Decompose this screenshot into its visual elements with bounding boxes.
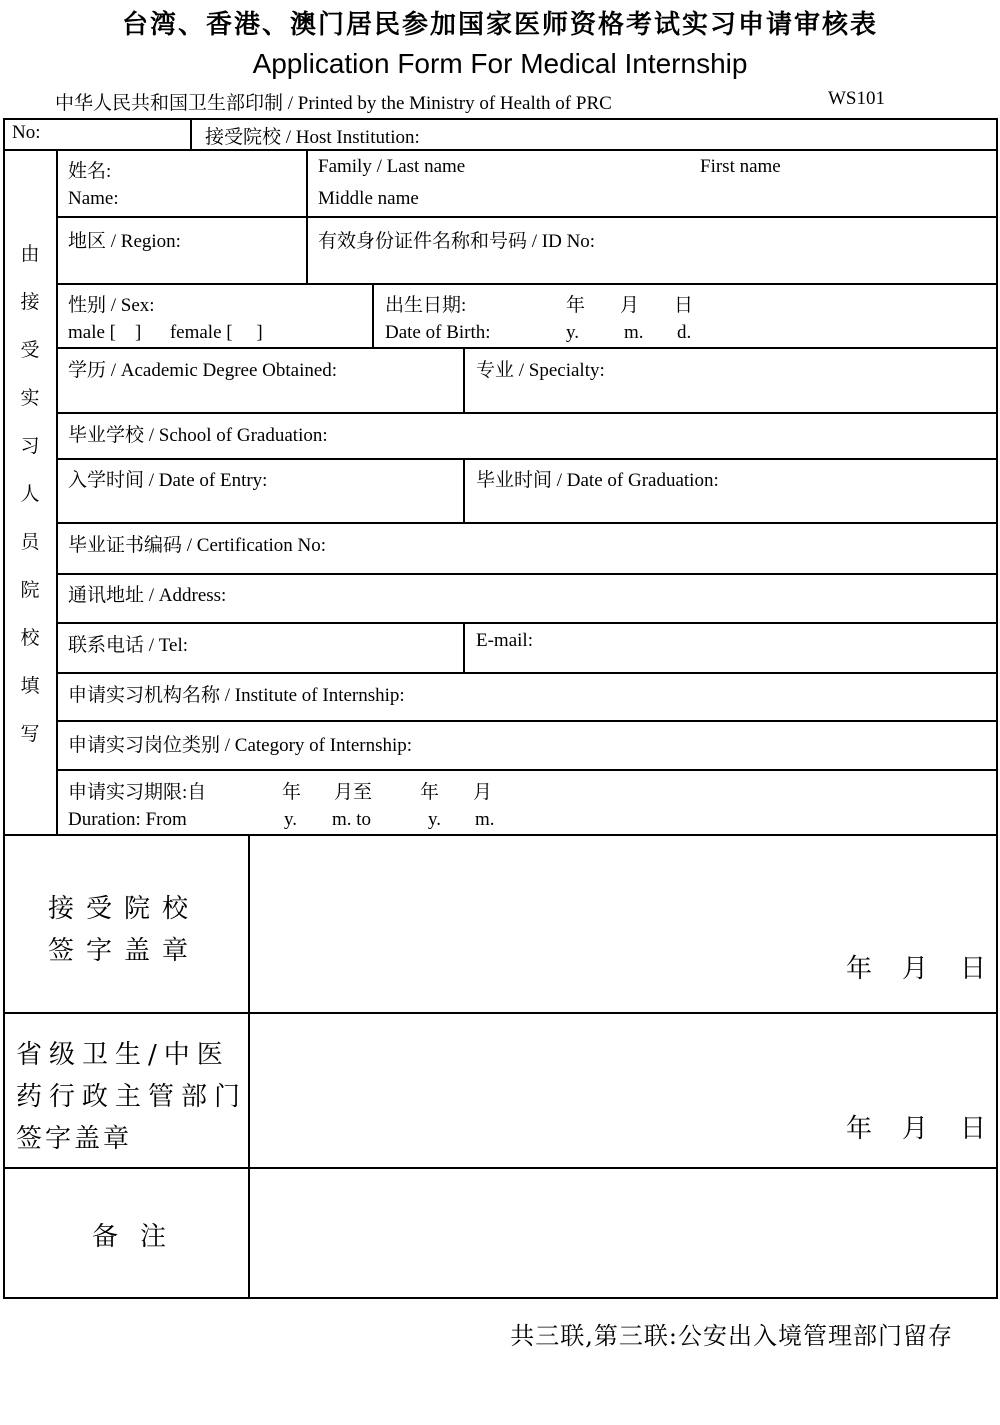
degree-label: 学历 / Academic Degree Obtained: xyxy=(68,360,338,381)
name-cn-label: 姓名: xyxy=(68,161,112,182)
duration-en-y2: y. xyxy=(428,809,442,830)
first-name-label: First name xyxy=(700,156,781,177)
host-institution-label: 接受院校 / Host Institution: xyxy=(205,127,420,148)
printed-by: 中华人民共和国卫生部印制 / Printed by the Ministry of Health of PRC xyxy=(55,93,612,114)
host-date-year: 年 xyxy=(846,954,873,984)
prov-date-month: 月 xyxy=(902,1114,929,1144)
prov-date-year: 年 xyxy=(846,1114,873,1144)
host-date-month: 月 xyxy=(902,954,929,984)
middle-name-label: Middle name xyxy=(318,188,419,209)
family-name-label: Family / Last name xyxy=(318,156,466,177)
prov-sign-line2: 药行政主管部门 xyxy=(16,1082,248,1112)
dob-en-y: y. xyxy=(566,322,580,343)
dob-cn-day: 日 xyxy=(674,295,694,316)
dob-cn-label: 出生日期: xyxy=(385,295,467,316)
no-label: No: xyxy=(12,122,41,143)
category-label: 申请实习岗位类别 / Category of Internship: xyxy=(68,735,413,756)
email-label: E-mail: xyxy=(476,630,533,651)
duration-en-m1: m. to xyxy=(332,809,372,830)
host-sign-line1: 接受院校 xyxy=(48,894,201,924)
prov-sign-line1: 省级卫生/中医 xyxy=(16,1040,230,1070)
dob-en-m: m. xyxy=(624,322,644,343)
host-sign-line2: 签字盖章 xyxy=(48,936,201,966)
dob-cn-month: 月 xyxy=(620,295,640,316)
form-title-en: Application Form For Medical Internship xyxy=(252,48,748,79)
duration-cn-y2: 年 xyxy=(420,782,440,803)
address-label: 通讯地址 / Address: xyxy=(68,585,227,606)
region-label: 地区 / Region: xyxy=(68,231,181,252)
tel-label: 联系电话 / Tel: xyxy=(68,635,189,656)
sex-label: 性别 / Sex: xyxy=(68,295,155,316)
dob-en-d: d. xyxy=(677,322,692,343)
footer-note: 共三联,第三联:公安出入境管理部门留存 xyxy=(510,1322,953,1350)
sex-options: male [ ] female [ ] xyxy=(68,322,263,343)
dob-en-label: Date of Birth: xyxy=(385,322,491,343)
prov-date-day: 日 xyxy=(960,1114,987,1144)
duration-en-label: Duration: From xyxy=(68,809,187,830)
school-label: 毕业学校 / School of Graduation: xyxy=(68,425,328,446)
duration-cn-y1: 年 xyxy=(282,782,302,803)
duration-cn-m1: 月至 xyxy=(334,782,373,803)
duration-en-m2: m. xyxy=(475,809,495,830)
id-no-label: 有效身份证件名称和号码 / ID No: xyxy=(318,231,596,252)
prov-sign-line3: 签字盖章 xyxy=(16,1124,133,1154)
remarks-label: 备注 xyxy=(92,1222,189,1252)
duration-cn-label: 申请实习期限:自 xyxy=(68,782,207,803)
side-label: 由 接 受 实 习 人 员 院 校 填 写 xyxy=(20,243,40,745)
cert-no-label: 毕业证书编码 / Certification No: xyxy=(68,535,327,556)
specialty-label: 专业 / Specialty: xyxy=(476,360,605,381)
name-en-label: Name: xyxy=(68,188,119,209)
graduation-label: 毕业时间 / Date of Graduation: xyxy=(476,470,719,491)
duration-cn-m2: 月 xyxy=(473,782,493,803)
entry-label: 入学时间 / Date of Entry: xyxy=(68,470,268,491)
form-code: WS101 xyxy=(828,88,885,109)
duration-en-y1: y. xyxy=(284,809,298,830)
dob-cn-year: 年 xyxy=(566,295,586,316)
form-title-cn: 台湾、香港、澳门居民参加国家医师资格考试实习申请审核表 xyxy=(121,10,878,40)
institute-label: 申请实习机构名称 / Institute of Internship: xyxy=(68,685,405,706)
host-date-day: 日 xyxy=(960,954,987,984)
